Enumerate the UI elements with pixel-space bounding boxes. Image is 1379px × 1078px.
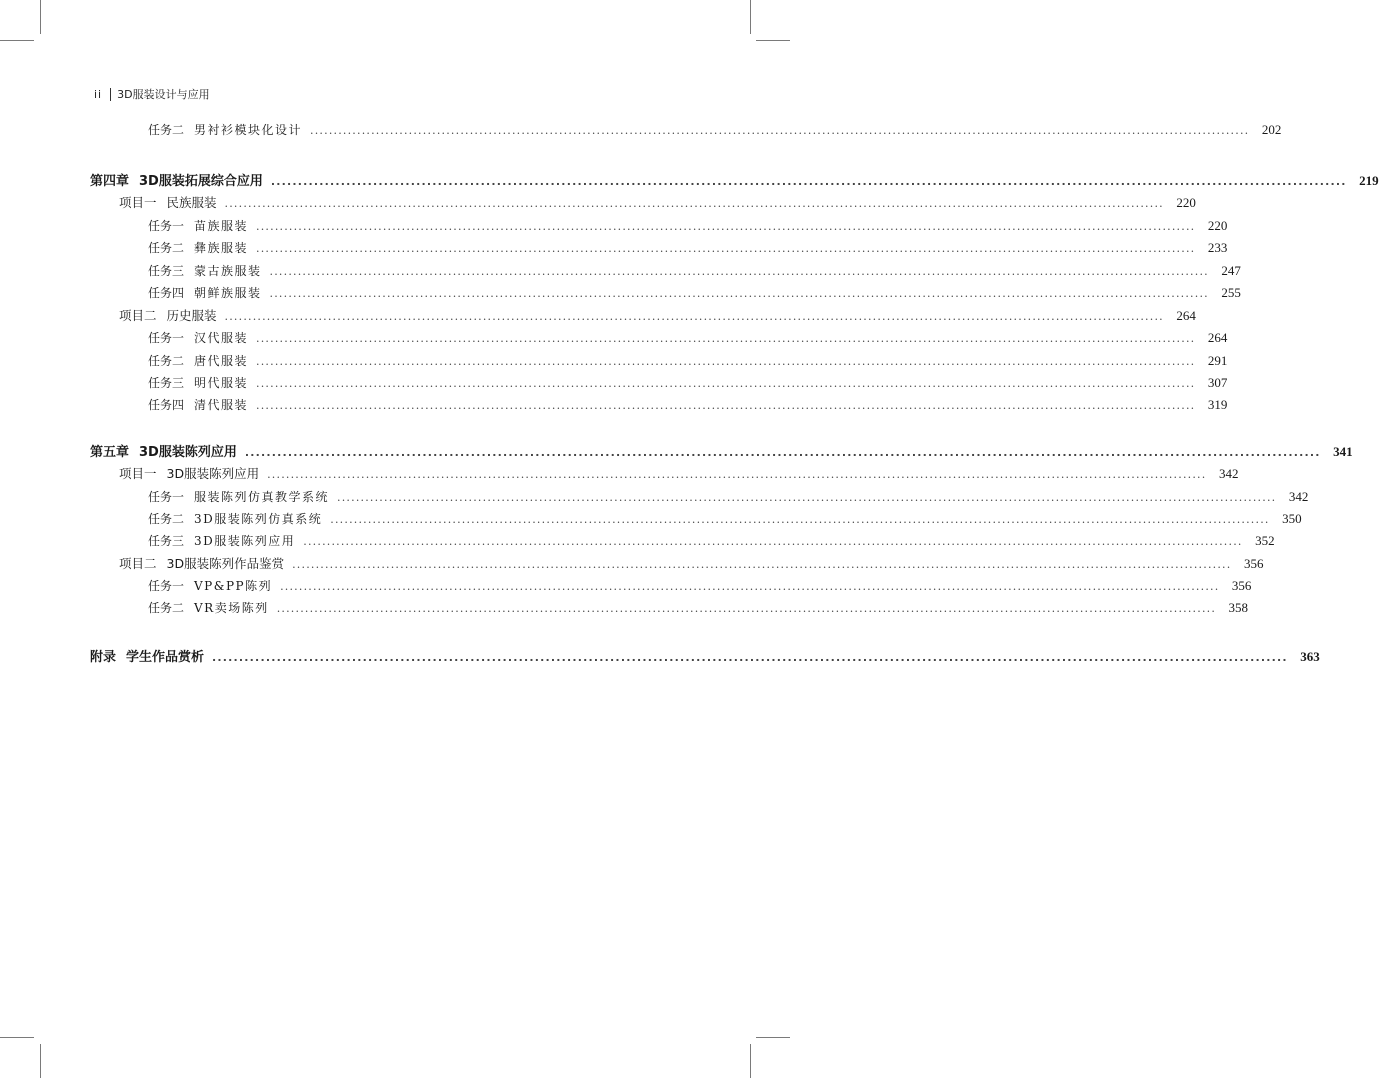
- entry-number: 项目一: [119, 195, 157, 210]
- entry-number: 第五章: [90, 445, 130, 460]
- task-entry[interactable]: [0, 347, 1228, 369]
- entry-title: 彝族服装: [194, 241, 249, 255]
- entry-number: 第四章: [90, 174, 130, 189]
- dot-leader: ........................................................................................................................................................................................................: [303, 535, 1243, 548]
- entry-page-number: 247: [1221, 263, 1241, 278]
- dot-leader: ........................................................................................................................................................................................................: [244, 446, 1321, 459]
- crop-mark: [40, 0, 41, 34]
- entry-page-number: 264: [1207, 330, 1228, 345]
- dot-leader: ........................................................................................................................................................................................................: [224, 310, 1164, 323]
- entry-title: 明代服装: [194, 376, 249, 390]
- entry-page-number: 358: [1228, 600, 1249, 615]
- dot-leader: ........................................................................................................................................................................................................: [212, 651, 1288, 664]
- dot-leader: ........................................................................................................................................................................................................: [337, 491, 1277, 504]
- task-entry[interactable]: [0, 116, 1282, 138]
- crop-mark: [756, 1037, 790, 1038]
- entry-title: 3D服装陈列作品鉴赏: [166, 556, 285, 571]
- task-entry[interactable]: [0, 572, 1252, 594]
- crop-mark: [0, 1037, 34, 1038]
- entry-title: 清代服装: [194, 398, 249, 412]
- entry-number: 任务二: [148, 241, 185, 255]
- dot-leader: ........................................................................................................................................................................................................: [256, 355, 1196, 368]
- chapter-entry[interactable]: [0, 643, 1320, 665]
- entry-title: 3D服装陈列应用: [139, 445, 237, 460]
- dot-leader: ........................................................................................................................................................................................................: [330, 513, 1270, 526]
- entry-title: VP&PP陈列: [194, 579, 273, 593]
- entry-number: 任务三: [148, 264, 185, 278]
- task-entry[interactable]: [0, 234, 1228, 256]
- entry-number: 任务一: [148, 490, 185, 504]
- entry-title: VR卖场陈列: [194, 601, 269, 615]
- entry-title: 3D服装拓展综合应用: [139, 174, 263, 189]
- entry-page-number: 356: [1231, 578, 1252, 593]
- entry-number: 任务四: [148, 398, 185, 412]
- entry-number: 任务二: [148, 512, 185, 526]
- dot-leader: ........................................................................................................................................................................................................: [256, 220, 1196, 233]
- book-title: 3D服装设计与应用: [117, 88, 210, 101]
- entry-page-number: 220: [1207, 218, 1228, 233]
- entry-title: 3D服装陈列应用: [166, 466, 260, 481]
- entry-page-number: 352: [1255, 533, 1275, 548]
- task-entry[interactable]: [0, 483, 1309, 505]
- crop-mark: [756, 40, 790, 41]
- entry-page-number: 341: [1333, 444, 1353, 459]
- entry-title: 男衬衫模块化设计: [194, 123, 303, 137]
- entry-title: 3D服装陈列仿真系统: [194, 512, 323, 526]
- dot-leader: ........................................................................................................................................................................................................: [280, 580, 1220, 593]
- dot-leader: ........................................................................................................................................................................................................: [256, 377, 1196, 390]
- entry-number: 任务二: [148, 354, 185, 368]
- entry-number: 任务一: [148, 579, 185, 593]
- entry-number: 任务一: [148, 219, 185, 233]
- dot-leader: ........................................................................................................................................................................................................: [256, 242, 1196, 255]
- entry-page-number: 255: [1221, 285, 1241, 300]
- dot-leader: ........................................................................................................................................................................................................: [256, 399, 1196, 412]
- dot-leader: ........................................................................................................................................................................................................: [224, 197, 1164, 210]
- entry-page-number: 220: [1176, 195, 1196, 210]
- entry-title: 3D服装陈列应用: [194, 534, 296, 548]
- dot-leader: ........................................................................................................................................................................................................: [276, 602, 1217, 615]
- task-entry[interactable]: [0, 369, 1228, 391]
- task-entry[interactable]: [0, 505, 1302, 527]
- task-entry[interactable]: [0, 279, 1241, 301]
- entry-number: 任务二: [148, 601, 185, 615]
- project-entry[interactable]: [0, 302, 1196, 324]
- entry-number: 任务三: [148, 534, 185, 548]
- dot-leader: ........................................................................................................................................................................................................: [270, 175, 1347, 188]
- project-entry[interactable]: [0, 550, 1264, 572]
- entry-title: 民族服装: [166, 195, 217, 210]
- entry-number: 附录: [90, 650, 117, 665]
- entry-title: 历史服装: [166, 308, 217, 323]
- entry-page-number: 342: [1288, 489, 1309, 504]
- entry-number: 项目二: [119, 556, 157, 571]
- entry-title: 服装陈列仿真教学系统: [194, 490, 330, 504]
- task-entry[interactable]: [0, 212, 1228, 234]
- entry-page-number: 219: [1359, 173, 1379, 188]
- dot-leader: ........................................................................................................................................................................................................: [256, 332, 1196, 345]
- dot-leader: ........................................................................................................................................................................................................: [269, 287, 1209, 300]
- crop-mark: [40, 1044, 41, 1078]
- entry-title: 学生作品赏析: [126, 650, 205, 665]
- dot-leader: ........................................................................................................................................................................................................: [269, 265, 1209, 278]
- project-entry[interactable]: [0, 189, 1196, 211]
- crop-mark: [750, 1044, 751, 1078]
- entry-title: 汉代服装: [194, 331, 249, 345]
- entry-page-number: 307: [1207, 375, 1228, 390]
- entry-number: 项目二: [119, 308, 157, 323]
- entry-page-number: 291: [1207, 353, 1228, 368]
- chapter-entry[interactable]: [0, 438, 1353, 460]
- project-entry[interactable]: [0, 460, 1239, 482]
- entry-page-number: 363: [1300, 649, 1320, 664]
- entry-page-number: 319: [1207, 397, 1228, 412]
- entry-number: 任务一: [148, 331, 185, 345]
- dot-leader: ........................................................................................................................................................................................................: [310, 124, 1250, 137]
- crop-mark: [750, 0, 751, 34]
- chapter-entry[interactable]: [0, 167, 1379, 189]
- entry-page-number: 342: [1218, 466, 1239, 481]
- task-entry[interactable]: [0, 391, 1228, 413]
- entry-title: 唐代服装: [194, 354, 249, 368]
- crop-mark: [0, 40, 34, 41]
- entry-number: 项目一: [119, 466, 157, 481]
- entry-page-number: 350: [1282, 511, 1302, 526]
- entry-page-number: 264: [1176, 308, 1196, 323]
- dot-leader: ........................................................................................................................................................................................................: [267, 468, 1207, 481]
- entry-page-number: 233: [1207, 240, 1228, 255]
- task-entry[interactable]: [0, 594, 1249, 616]
- entry-number: 任务三: [148, 376, 185, 390]
- entry-title: 朝鲜族服装: [194, 286, 262, 300]
- entry-number: 任务四: [148, 286, 185, 300]
- entry-title: 苗族服装: [194, 219, 249, 233]
- page-number: ii: [94, 87, 103, 101]
- entry-title: 蒙古族服装: [194, 264, 262, 278]
- task-entry[interactable]: [0, 324, 1228, 346]
- entry-page-number: 202: [1261, 122, 1282, 137]
- dot-leader: ........................................................................................................................................................................................................: [292, 558, 1232, 571]
- task-entry[interactable]: [0, 527, 1275, 549]
- entry-number: 任务二: [148, 123, 185, 137]
- task-entry[interactable]: [0, 257, 1241, 279]
- running-header: [94, 86, 210, 102]
- header-divider: [110, 88, 111, 101]
- entry-page-number: 356: [1243, 556, 1264, 571]
